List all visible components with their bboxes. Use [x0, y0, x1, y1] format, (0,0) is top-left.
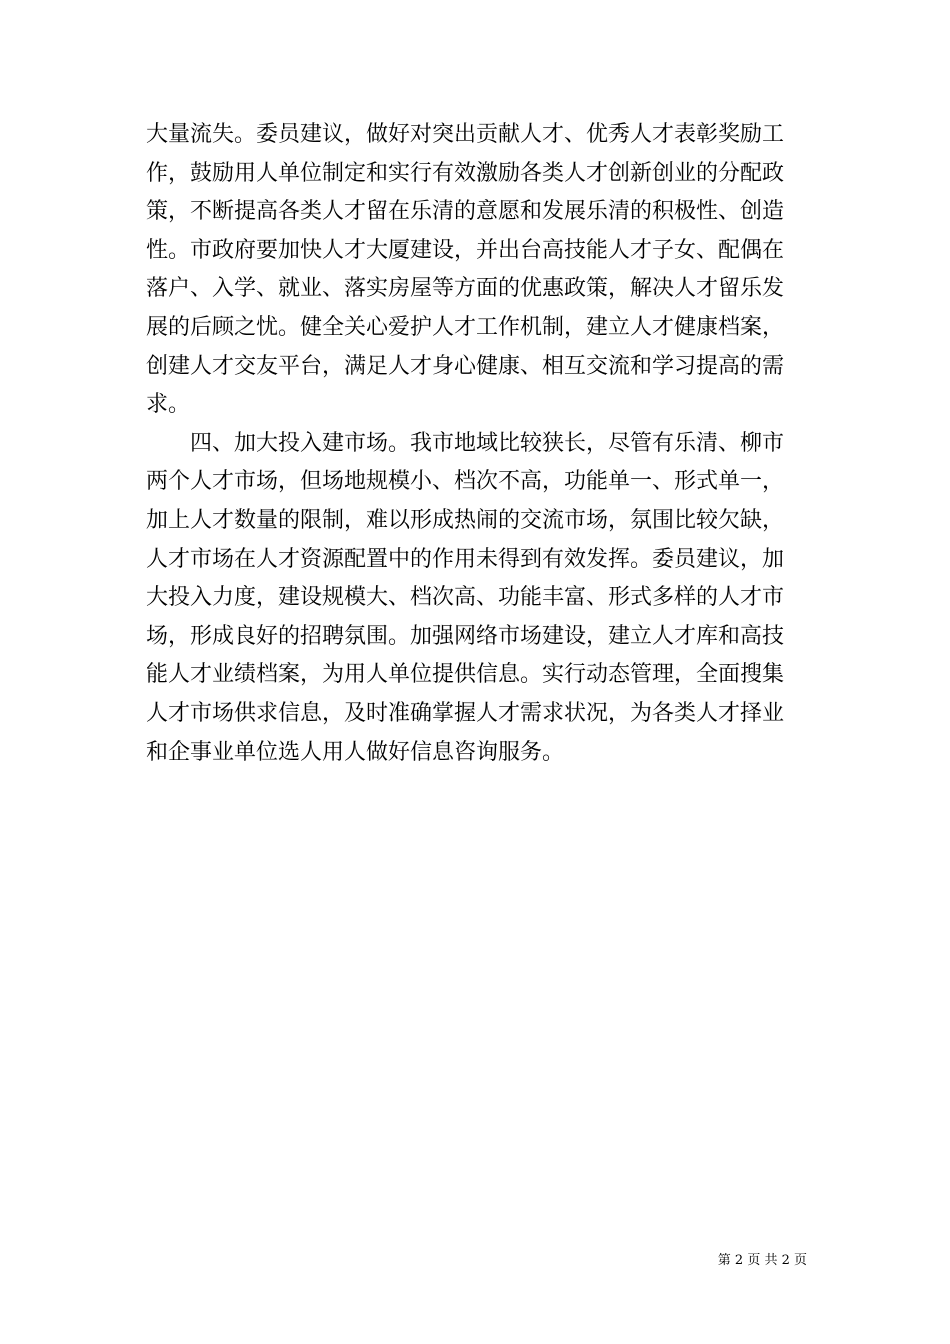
text-line: 落户、入学、就业、落实房屋等方面的优惠政策，解决人才留乐发 [146, 276, 785, 302]
text-line: 性。市政府要加快人才大厦建设，并出台高技能人才子女、配偶在 [146, 237, 785, 263]
text-line: 创建人才交友平台，满足人才身心健康、相互交流和学习提高的需 [146, 353, 785, 379]
text-line: 四、加大投入建市场。我市地域比较狭长，尽管有乐清、柳市 [146, 430, 785, 456]
page-number-footer: 第 2 页 共 2 页 [717, 1253, 807, 1268]
text-line: 大投入力度，建设规模大、档次高、功能丰富、形式多样的人才市 [146, 585, 785, 611]
text-line: 策，不断提高各类人才留在乐清的意愿和发展乐清的积极性、创造 [146, 199, 785, 225]
text-line: 展的后顾之忧。健全关心爱护人才工作机制，建立人才健康档案， [146, 314, 785, 340]
text-line: 场，形成良好的招聘氛围。加强网络市场建设，建立人才库和高技 [146, 623, 785, 649]
text-line: 能人才业绩档案，为用人单位提供信息。实行动态管理，全面搜集 [146, 662, 785, 688]
text-line: 和企事业单位选人用人做好信息咨询服务。 [146, 739, 565, 765]
text-line: 人才市场供求信息，及时准确掌握人才需求状况，为各类人才择业 [146, 700, 785, 726]
text-line: 大量流失。委员建议，做好对突出贡献人才、优秀人才表彰奖励工 [146, 122, 785, 147]
body-text [146, 116, 808, 772]
text-line: 两个人才市场，但场地规模小、档次不高，功能单一、形式单一， [146, 469, 785, 495]
text-line: 加上人才数量的限制，难以形成热闹的交流市场，氛围比较欠缺， [146, 507, 785, 533]
text-line: 作，鼓励用人单位制定和实行有效激励各类人才创新创业的分配政 [146, 160, 785, 186]
text-line: 求。 [146, 392, 191, 418]
text-line: 人才市场在人才资源配置中的作用未得到有效发挥。委员建议，加 [146, 546, 785, 572]
